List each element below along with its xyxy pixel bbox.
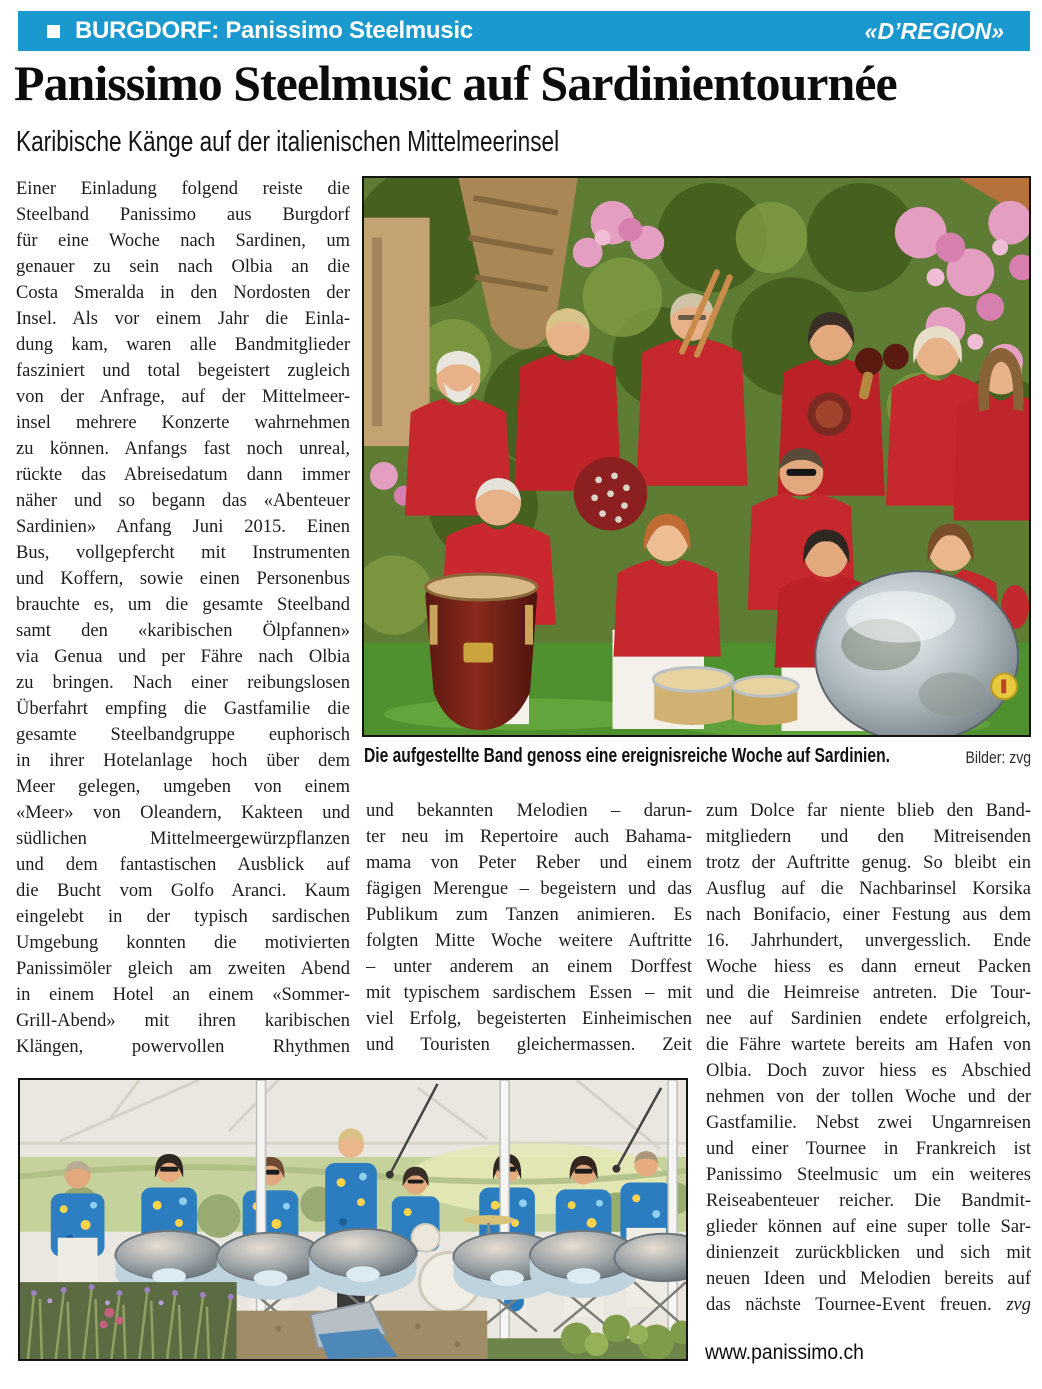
text-line: eingelebt in der typisch sardischen xyxy=(16,907,350,927)
text-line: insel mehrere Konzerte wahrnehmen xyxy=(16,413,350,433)
bullet-square-icon xyxy=(47,25,60,38)
text-line: Umgebung konnten die motivierten xyxy=(16,933,350,953)
text-line: und dem fantastischen Ausblick auf xyxy=(16,855,350,875)
text-line: nehmen von der tollen Woche und der xyxy=(706,1087,1031,1107)
topbar-left xyxy=(47,17,473,45)
text-line: und Touristen gleichermassen. Zeit xyxy=(366,1035,692,1055)
text-line: trotz der Auftritte genug. So bleibt ein xyxy=(706,853,1031,873)
text-line: Panissimo Steelmusic um ein weiteres xyxy=(706,1165,1031,1185)
text-line: Costa Smeralda in den Nordosten der xyxy=(16,283,350,303)
text-line: Ausflug auf die Nachbarinsel Korsika xyxy=(706,879,1031,899)
text-line: Einer Einladung folgend reiste die xyxy=(16,179,350,199)
text-line: und bekannten Melodien – darun- xyxy=(366,801,692,821)
article-headline: Panissimo Steelmusic auf Sardinientournée xyxy=(14,55,897,111)
text-line: mama von Peter Reber und einem xyxy=(366,853,692,873)
text-line: mitgliedern und den Mitreisenden xyxy=(706,827,1031,847)
publication-brand: «D’REGION» xyxy=(864,17,1004,44)
text-line: Steelband Panissimo aus Burgdorf xyxy=(16,205,350,225)
text-line: Meer gelegen, umgeben von einem xyxy=(16,777,350,797)
text-line: Woche hiess es dann erneut Packen xyxy=(706,957,1031,977)
text-line: nee auf Sardinien endete erfolgreich, xyxy=(706,1009,1031,1029)
conga-drum xyxy=(425,574,537,730)
photo-caption: Die aufgestellte Band genoss eine ereignisreiche Woche auf Sardinien. xyxy=(364,745,890,767)
text-line: «Meer» von Oleandern, Kakteen und xyxy=(16,803,350,823)
text-line: folgten Mitte Woche weitere Auftritte xyxy=(366,931,692,951)
text-line: neuen Ideen und Melodien bereits auf xyxy=(706,1269,1031,1289)
band-photo-red-shirts xyxy=(362,176,1031,737)
photo-credit: Bilder: zvg xyxy=(965,749,1031,767)
lavender-foreground xyxy=(20,1282,237,1359)
text-line: glieder können auf eine super tolle Sar- xyxy=(706,1217,1031,1237)
text-line: Olbia. Doch zuvor hiess es Abschied xyxy=(706,1061,1031,1081)
photo-caption-row xyxy=(364,745,1031,773)
text-line: gesamte Steelbandgruppe euphorisch xyxy=(16,725,350,745)
steel-pan xyxy=(815,571,1018,735)
text-line: für eine Woche nach Sardinen, um xyxy=(16,231,350,251)
text-line: und die Heimreise antreten. Die Tour- xyxy=(706,983,1031,1003)
article-column-2 xyxy=(366,798,692,1058)
text-line: Gastfamilie. Nebst zwei Ungarnreisen xyxy=(706,1113,1031,1133)
text-line: näher und so begann das «Abenteuer xyxy=(16,491,350,511)
section-title: BURGDORF: Panissimo Steelmusic xyxy=(75,17,473,44)
article-column-3 xyxy=(706,798,1031,1318)
text-line: Sardinien» Anfang Juni 2015. Einen xyxy=(16,517,350,537)
text-line: zum Dolce far niente blieb den Band- xyxy=(706,801,1031,821)
text-line: von der Anfrage, auf der Mittelmeer- xyxy=(16,387,350,407)
bongo-drums xyxy=(653,667,798,725)
text-line: das nächste Tournee-Event freuen. zvg xyxy=(706,1295,1031,1315)
text-line: fasziniert und total begeistert zugleich xyxy=(16,361,350,381)
text-line: Insel. Als vor einem Jahr die Einla- xyxy=(16,309,350,329)
text-line: und Koffern, sowie einen Personenbus xyxy=(16,569,350,589)
text-line: die Bucht vom Golfo Aranci. Kaum xyxy=(16,881,350,901)
text-line: südlichen Mittelmeergewürzpflanzen xyxy=(16,829,350,849)
text-line: Klängen, powervollen Rhythmen xyxy=(16,1037,350,1057)
text-line: in ihrer Hotelanlage hoch über dem xyxy=(16,751,350,771)
band-photo-red-shirts-illustration xyxy=(364,178,1029,735)
text-line: Publikum zum Tanzen animieren. Es xyxy=(366,905,692,925)
text-line: dinienzeit zurückblicken und sich mit xyxy=(706,1243,1031,1263)
band-photo-tent-concert xyxy=(18,1078,688,1361)
article-column-1 xyxy=(16,176,350,1060)
text-line: 16. Jahrhundert, unvergesslich. Ende xyxy=(706,931,1031,951)
text-line: die Fähre wartete bereits am Hafen von xyxy=(706,1035,1031,1055)
text-line: ter neu im Repertoire auch Bahama- xyxy=(366,827,692,847)
text-line: rückte das Abreisedatum dann immer xyxy=(16,465,350,485)
text-line: via Genua und per Fähre nach Olbia xyxy=(16,647,350,667)
text-line: zu können. Anfangs fast noch unreal, xyxy=(16,439,350,459)
text-line: nach Bonifacio, einer Festung aus dem xyxy=(706,905,1031,925)
text-line: Bus, vollgepfercht mit Instrumenten xyxy=(16,543,350,563)
text-line: fägigen Merengue – begeistern und das xyxy=(366,879,692,899)
article-subtitle: Karibische Känge auf der italienischen Mittelmeerinsel xyxy=(16,126,560,158)
text-line: in einem Hotel an einem «Sommer- xyxy=(16,985,350,1005)
text-line: Grill-Abend» mit ihren karibischen xyxy=(16,1011,350,1031)
text-line: samt den «karibischen Ölpfannen» xyxy=(16,621,350,641)
section-topbar xyxy=(18,11,1030,51)
text-line: Panissimöler gleich am zweiten Abend xyxy=(16,959,350,979)
text-line: zu bringen. Nach einer reibungslosen xyxy=(16,673,350,693)
text-line: dung kam, waren alle Bandmitglieder xyxy=(16,335,350,355)
text-line: brauchte es, um die gesamte Steelband xyxy=(16,595,350,615)
tent-concert-illustration xyxy=(20,1080,686,1359)
text-line: mit typischem sardischem Essen – mit xyxy=(366,983,692,1003)
text-line: Reiseabenteuer reicher. Die Bandmit- xyxy=(706,1191,1031,1211)
text-line: genauer zu sein nach Olbia an die xyxy=(16,257,350,277)
text-line: viel Erfolg, begeisterten Einheimischen xyxy=(366,1009,692,1029)
text-line: – unter anderem an einem Dorffest xyxy=(366,957,692,977)
text-line: und einer Tournee in Frankreich ist xyxy=(706,1139,1031,1159)
website-url: www.panissimo.ch xyxy=(705,1341,864,1364)
text-line: Überfahrt empfing die Gastfamilie die xyxy=(16,699,350,719)
